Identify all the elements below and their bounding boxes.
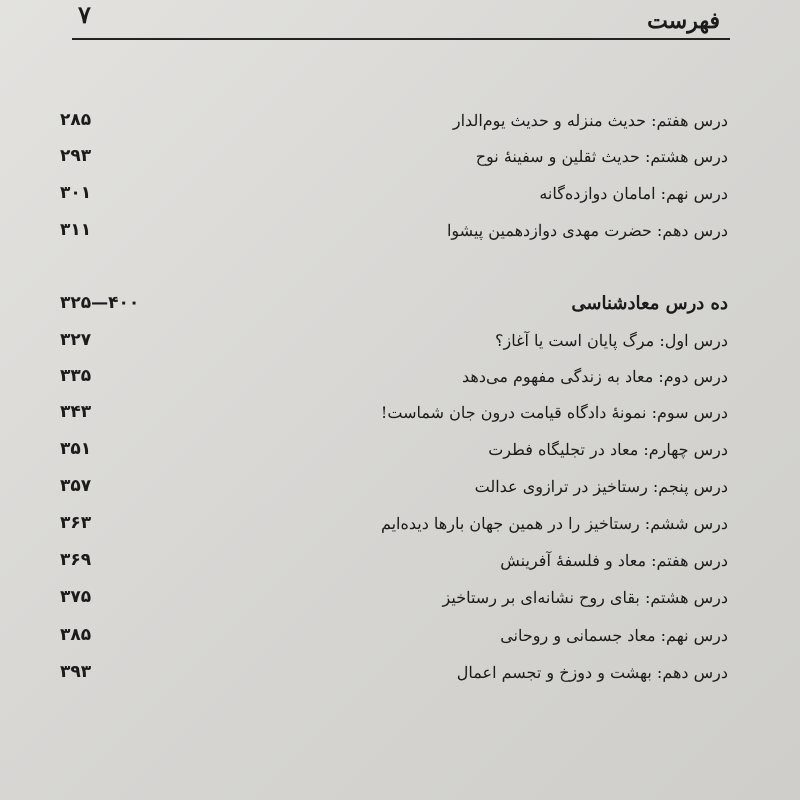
header-divider [72,38,730,40]
toc-entry-page: ۳۹۳ [60,662,92,682]
toc-entry-page: ۳۳۵ [60,366,92,386]
toc-entry-title: درس سوم: نمونهٔ دادگاه قیامت درون جان شماست! [380,402,728,422]
toc-entry [60,361,728,391]
toc-entry-page: ۳۷۵ [60,587,92,607]
toc-entry [60,434,728,464]
toc-entry-title: درس ششم: رستاخیز را در همین جهان بارها دیده‌ایم [380,513,728,533]
toc-entry [60,105,728,135]
page-number: ۷ [78,0,91,29]
toc-entry-page: ۳۶۳ [60,513,92,533]
toc-entry-page: ۲۹۳ [60,146,92,166]
toc-entry-page: ۳۱۱ [60,220,92,240]
toc-entry-page: ۳۲۷ [60,330,92,350]
toc-entry [60,471,728,501]
toc-entry-title: درس پنجم: رستاخیز در ترازوی عدالت [474,476,728,496]
toc-entry-title: درس اول: مرگ پایان است یا آغاز؟ [494,330,728,350]
toc-entry-page: ۳۰۱ [60,183,92,203]
section-page-range: ۴۰۰—۳۲۵ [60,293,140,313]
toc-entry [60,508,728,538]
toc-entry-title: درس هفتم: معاد و فلسفهٔ آفرینش [500,550,728,570]
toc-entry-page: ۳۵۷ [60,476,92,496]
section-title: ده درس معادشناسی [571,292,728,314]
toc-entry-title: درس هفتم: حدیث منزله و حدیث یوم‌الدار [452,110,728,130]
toc-entry [60,215,728,245]
toc-entry [60,397,728,427]
toc-entry-title: درس دهم: حضرت مهدی دوازدهمین پیشوا [446,220,728,240]
toc-entry [60,545,728,575]
toc-entry [60,178,728,208]
toc-entry [60,657,728,687]
toc-entry-title: درس دهم: بهشت و دوزخ و تجسم اعمال [456,662,728,682]
toc-entry [60,141,728,171]
toc-entry-title: درس نهم: امامان دوازده‌گانه [539,183,728,203]
toc-entry-page: ۳۴۳ [60,402,92,422]
toc-entry-title: درس نهم: معاد جسمانی و روحانی [500,625,728,645]
toc-entry-page: ۲۸۵ [60,110,92,130]
toc-entry [60,620,728,650]
toc-entry-title: درس دوم: معاد به زندگی مفهوم می‌دهد [462,366,728,386]
section-heading [60,288,728,318]
toc-entry-title: درس چهارم: معاد در تجلیگاه فطرت [488,439,728,459]
toc-entry-page: ۳۶۹ [60,550,92,570]
toc-entry-title: درس هشتم: بقای روح نشانه‌ای بر رستاخیز [442,587,728,607]
toc-entry [60,582,728,612]
toc-entry-title: درس هشتم: حدیث ثقلین و سفینهٔ نوح [475,146,728,166]
toc-entry-page: ۳۵۱ [60,439,92,459]
toc-entry [60,325,728,355]
toc-entry-page: ۳۸۵ [60,625,92,645]
page-title: فهرست [647,8,720,34]
